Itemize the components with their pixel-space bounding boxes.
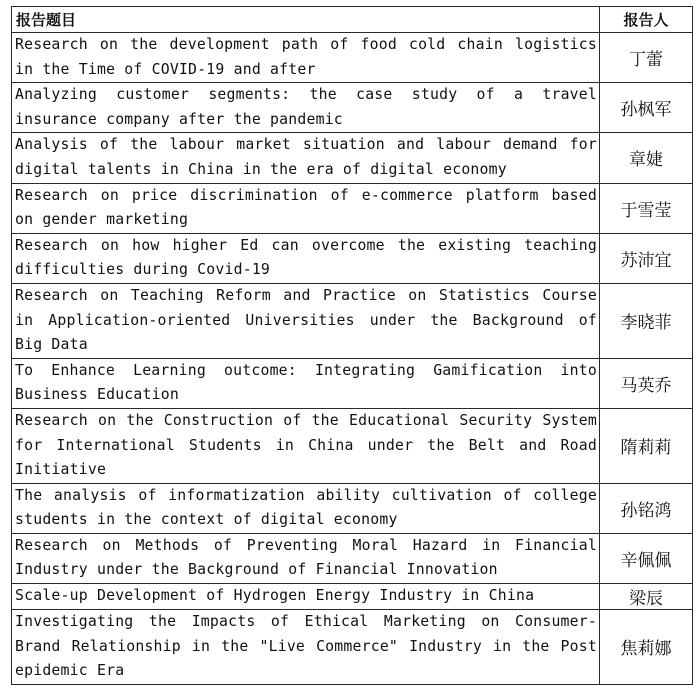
row-presenter: 焦莉娜 [600,610,693,685]
row-presenter: 丁蕾 [600,33,693,83]
table-row [12,408,693,483]
table-row [12,584,693,610]
row-topic: To Enhance Learning outcome: Integrating Gamification into Business Education [12,358,600,408]
row-topic: Research on the development path of food cold chain logistics in the Time of COVID-19 and after [12,33,600,83]
table-row [12,183,693,233]
table-row [12,610,693,685]
row-presenter: 章婕 [600,133,693,183]
row-topic: Research on price discrimination of e-commerce platform based on gender marketing [12,183,600,233]
table-row [12,283,693,358]
row-topic: The analysis of informatization ability cultivation of college students in the context of digital economy [12,483,600,533]
header-presenter: 报告人 [600,7,693,33]
row-presenter: 辛佩佩 [600,533,693,583]
table-header-row [12,7,693,33]
row-topic: Analyzing customer segments: the case study of a travel insurance company after the pandemic [12,83,600,133]
row-presenter: 梁辰 [600,584,693,610]
row-topic: Research on the Construction of the Educational Security System for International Students in China under the Belt and Road Initiative [12,408,600,483]
row-presenter: 李晓菲 [600,283,693,358]
table-row [12,133,693,183]
row-topic: Research on Methods of Preventing Moral Hazard in Financial Industry under the Background of Financial Innovation [12,533,600,583]
table-row [12,483,693,533]
report-schedule-table [11,6,693,685]
row-presenter: 苏沛宜 [600,233,693,283]
row-presenter: 隋莉莉 [600,408,693,483]
row-presenter: 孙铭鸿 [600,483,693,533]
table-row [12,358,693,408]
row-presenter: 马英乔 [600,358,693,408]
table-row [12,533,693,583]
table-row [12,233,693,283]
row-presenter: 孙枫军 [600,83,693,133]
header-topic: 报告题目 [12,7,600,33]
row-topic: Analysis of the labour market situation and labour demand for digital talents in China in the era of digital economy [12,133,600,183]
table-row [12,33,693,83]
row-topic: Research on Teaching Reform and Practice on Statistics Course in Application-oriented Universities under the Background of Big Data [12,283,600,358]
row-topic: Investigating the Impacts of Ethical Marketing on Consumer-Brand Relationship in the "Live Commerce" Industry in the Post epidemic Era [12,610,600,685]
table-row [12,83,693,133]
row-topic: Scale-up Development of Hydrogen Energy Industry in China [12,584,600,610]
row-presenter: 于雪莹 [600,183,693,233]
row-topic: Research on how higher Ed can overcome the existing teaching difficulties during Covid-19 [12,233,600,283]
